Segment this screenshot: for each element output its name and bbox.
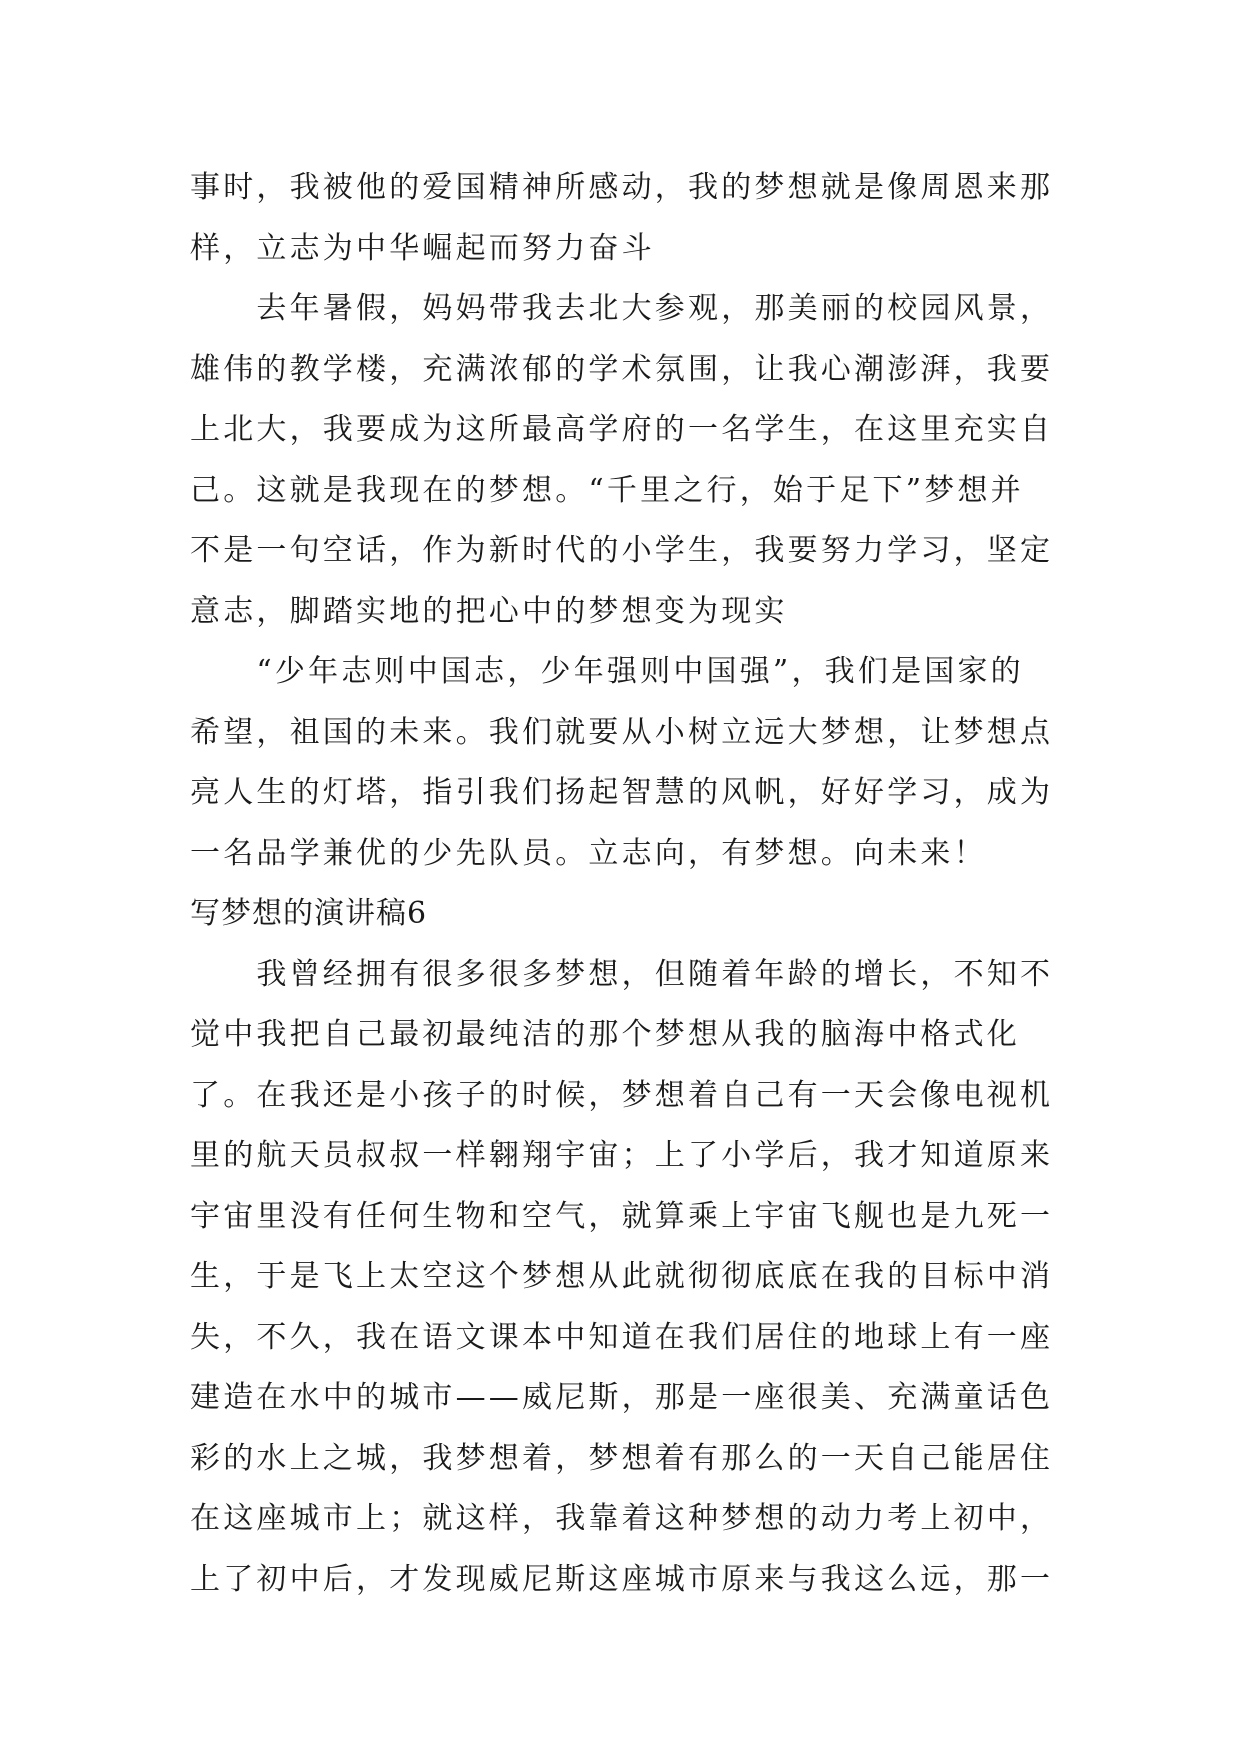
text-line: 宇宙里没有任何生物和空气，就算乘上宇宙飞舰也是九死一 <box>190 1198 1054 1234</box>
paragraph-start-line: 我曾经拥有很多很多梦想，但随着年龄的增长，不知不 <box>190 956 1054 992</box>
paragraph-start-line: 去年暑假，妈妈带我去北大参观，那美丽的校园风景， <box>190 291 1054 326</box>
text-line: 上了初中后，才发现威尼斯这座城市原来与我这么远，那一 <box>190 1561 1054 1597</box>
text-line: 彩的水上之城，我梦想着，梦想着有那么的一天自己能居住 <box>190 1440 1054 1476</box>
text-line: 一名品学兼优的少先队员。立志向，有梦想。向未来！ <box>190 835 987 871</box>
text-line: 样，立志为中华崛起而努力奋斗 <box>190 230 655 266</box>
text-line: 建造在水中的城市——威尼斯，那是一座很美、充满童话色 <box>190 1380 1054 1415</box>
text-line: 里的航天员叔叔一样翱翔宇宙；上了小学后，我才知道原来 <box>190 1138 1054 1173</box>
text-line: 事时，我被他的爱国精神所感动，我的梦想就是像周恩来那 <box>190 170 1054 205</box>
text-line: 在这座城市上；就这样，我靠着这种梦想的动力考上初中， <box>190 1501 1054 1536</box>
text-line: 生，于是飞上太空这个梦想从此就彻彻底底在我的目标中消 <box>190 1259 1054 1294</box>
text-line: 雄伟的教学楼，充满浓郁的学术氛围，让我心潮澎湃，我要 <box>190 351 1054 387</box>
section-title: 写梦想的演讲稿6 <box>190 896 428 931</box>
text-line: 觉中我把自己最初最纯洁的那个梦想从我的脑海中格式化 <box>190 1017 1020 1052</box>
text-line: 己。这就是我现在的梦想。“千里之行，始于足下”梦想并 <box>190 472 1024 508</box>
text-line: 不是一句空话，作为新时代的小学生，我要努力学习，坚定 <box>190 533 1054 568</box>
paragraph-start-line: “少年志则中国志，少年强则中国强”，我们是国家的 <box>190 654 1024 689</box>
document-body <box>190 158 1054 1610</box>
text-line: 亮人生的灯塔，指引我们扬起智慧的风帆，好好学习，成为 <box>190 775 1054 810</box>
text-line: 失，不久，我在语文课本中知道在我们居住的地球上有一座 <box>190 1319 1054 1355</box>
text-line: 希望，祖国的未来。我们就要从小树立远大梦想，让梦想点 <box>190 714 1054 750</box>
text-line: 意志，脚踏实地的把心中的梦想变为现实 <box>190 593 788 629</box>
text-line: 上北大，我要成为这所最高学府的一名学生，在这里充实自 <box>190 412 1054 447</box>
text-line: 了。在我还是小孩子的时候，梦想着自己有一天会像电视机 <box>190 1077 1054 1113</box>
